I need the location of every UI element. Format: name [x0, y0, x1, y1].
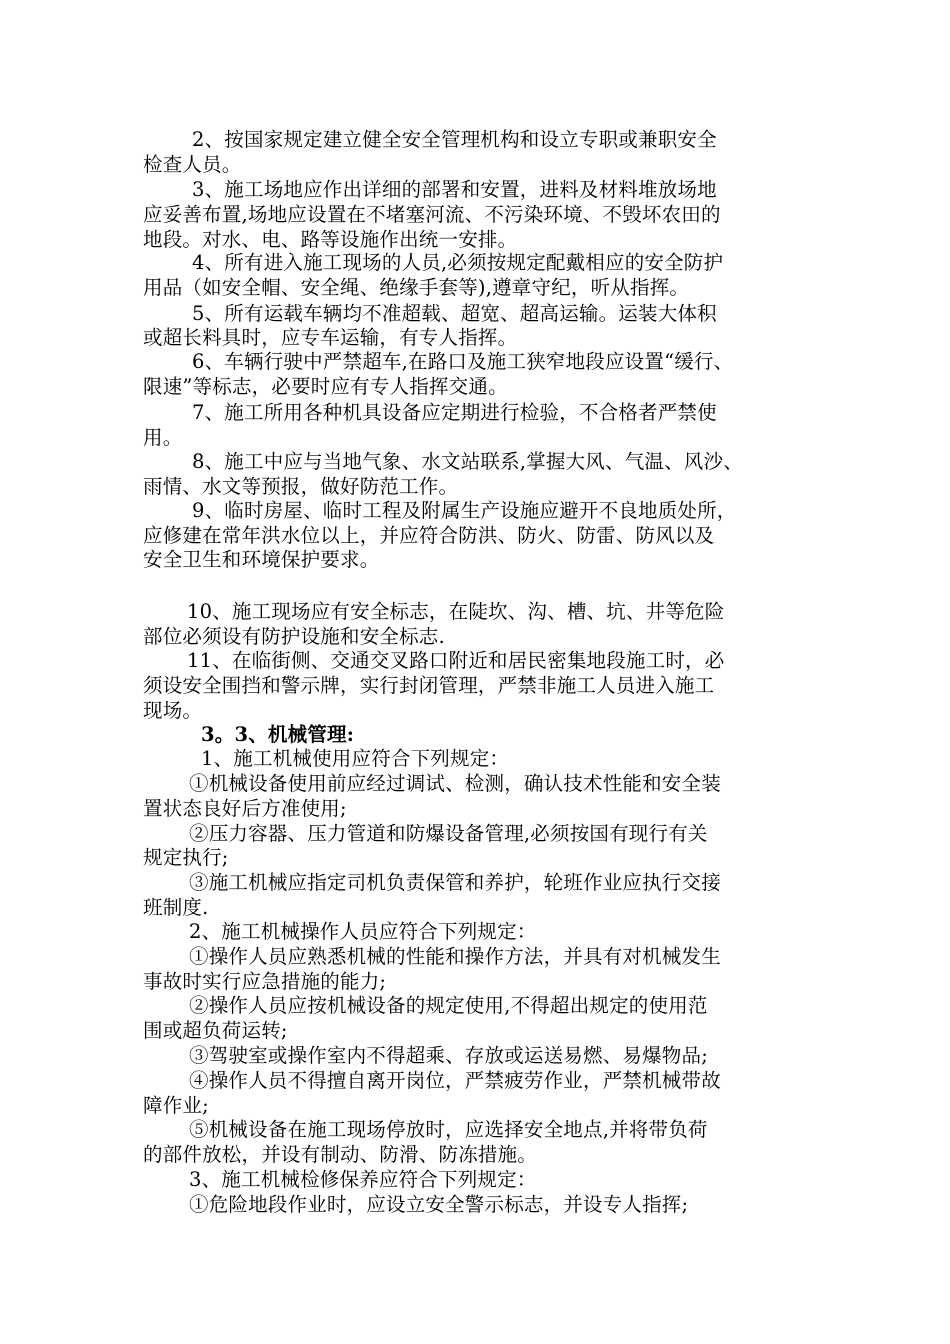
paragraph-line: 10、施工现场应有安全标志，在陡坎、沟、槽、坑、井等危险: [187, 600, 725, 623]
paragraph-line: 检查人员。: [143, 153, 242, 176]
paragraph-line: 障作业;: [143, 1094, 209, 1117]
paragraph-line: ②压力容器、压力管道和防爆设备管理,必须按国有现行有关: [189, 822, 708, 845]
paragraph-line: 事故时实行应急措施的能力;: [143, 970, 387, 993]
paragraph-line: ①操作人员应熟悉机械的性能和操作方法，并具有对机械发生: [189, 945, 721, 968]
paragraph-line: ④操作人员不得擅自离开岗位，严禁疲劳作业，严禁机械带故: [189, 1069, 721, 1092]
paragraph-line: 安全卫生和环境保护要求。: [143, 548, 380, 571]
paragraph-line: 2、施工机械操作人员应符合下列规定：: [189, 920, 537, 943]
paragraph-line: 8、施工中应与当地气象、水文站联系,掌握大风、气温、风沙、: [192, 450, 743, 473]
paragraph-line: ③施工机械应指定司机负责保管和养护，轮班作业应执行交接: [189, 871, 721, 894]
section-heading: 3。3、机械管理:: [201, 723, 355, 746]
paragraph-line: 9、临时房屋、临时工程及附属生产设施应避开不良地质处所，: [192, 499, 737, 522]
paragraph-line: 地段。对水、电、路等设施作出统一安排。: [143, 228, 518, 251]
paragraph-line: 1、施工机械使用应符合下列规定：: [201, 747, 510, 770]
paragraph-line: 置状态良好后方准使用;: [143, 797, 347, 820]
paragraph-line: ①危险地段作业时，应设立安全警示标志，并设专人指挥;: [189, 1193, 689, 1216]
paragraph-line: 5、所有运载车辆均不准超载、超宽、超高运输。运装大体积: [192, 302, 717, 325]
paragraph-line: 班制度.: [143, 896, 209, 919]
paragraph-line: 规定执行;: [143, 846, 229, 869]
paragraph-line: 须设安全围挡和警示牌，实行封闭管理，严禁非施工人员进入施工: [143, 674, 715, 697]
paragraph-line: ①机械设备使用前应经过调试、检测，确认技术性能和安全装: [189, 772, 721, 795]
paragraph-line: 用。: [143, 426, 183, 449]
paragraph-line: 限速”等标志，必要时应有专人指挥交通。: [143, 375, 508, 398]
paragraph-line: 2、按国家规定建立健全安全管理机构和设立专职或兼职安全: [192, 128, 717, 151]
paragraph-line: 现场。: [143, 699, 203, 722]
paragraph-line: 用品（如安全帽、安全绳、绝缘手套等),遵章守纪，听从指挥。: [143, 276, 690, 299]
paragraph-line: 4、所有进入施工现场的人员,必须按规定配戴相应的安全防护: [192, 251, 724, 274]
paragraph-line: 6、车辆行驶中严禁超车,在路口及施工狭窄地段应设置“缓行、: [192, 350, 734, 373]
paragraph-line: 3、施工机械检修保养应符合下列规定：: [189, 1168, 537, 1191]
paragraph-line: 的部件放松，并设有制动、防滑、防冻措施。: [143, 1143, 538, 1166]
paragraph-line: ③驾驶室或操作室内不得超乘、存放或运送易燃、易爆物品;: [189, 1044, 708, 1067]
paragraph-line: 或超长料具时，应专车运输，有专人指挥。: [143, 326, 518, 349]
paragraph-line: ②操作人员应按机械设备的规定使用,不得超出规定的使用范: [189, 994, 708, 1017]
paragraph-line: 3、施工场地应作出详细的部署和安置，进料及材料堆放场地: [192, 178, 717, 201]
paragraph-line: 应修建在常年洪水位以上，并应符合防洪、防火、防雷、防风以及: [143, 524, 715, 547]
paragraph-line: ⑤机械设备在施工现场停放时，应选择安全地点,并将带负荷: [189, 1118, 708, 1141]
paragraph-line: 雨情、水文等预报，做好防范工作。: [143, 475, 459, 498]
paragraph-line: 部位必须设有防护设施和安全标志.: [143, 625, 445, 648]
paragraph-line: 应妥善布置,场地应设置在不堵塞河流、不污染环境、不毁坏农田的: [143, 203, 721, 226]
paragraph-line: 11、在临街侧、交通交叉路口附近和居民密集地段施工时，必: [187, 649, 725, 672]
paragraph-line: 7、施工所用各种机具设备应定期进行检验，不合格者严禁使: [192, 401, 717, 424]
paragraph-line: 围或超负荷运转;: [143, 1019, 288, 1042]
